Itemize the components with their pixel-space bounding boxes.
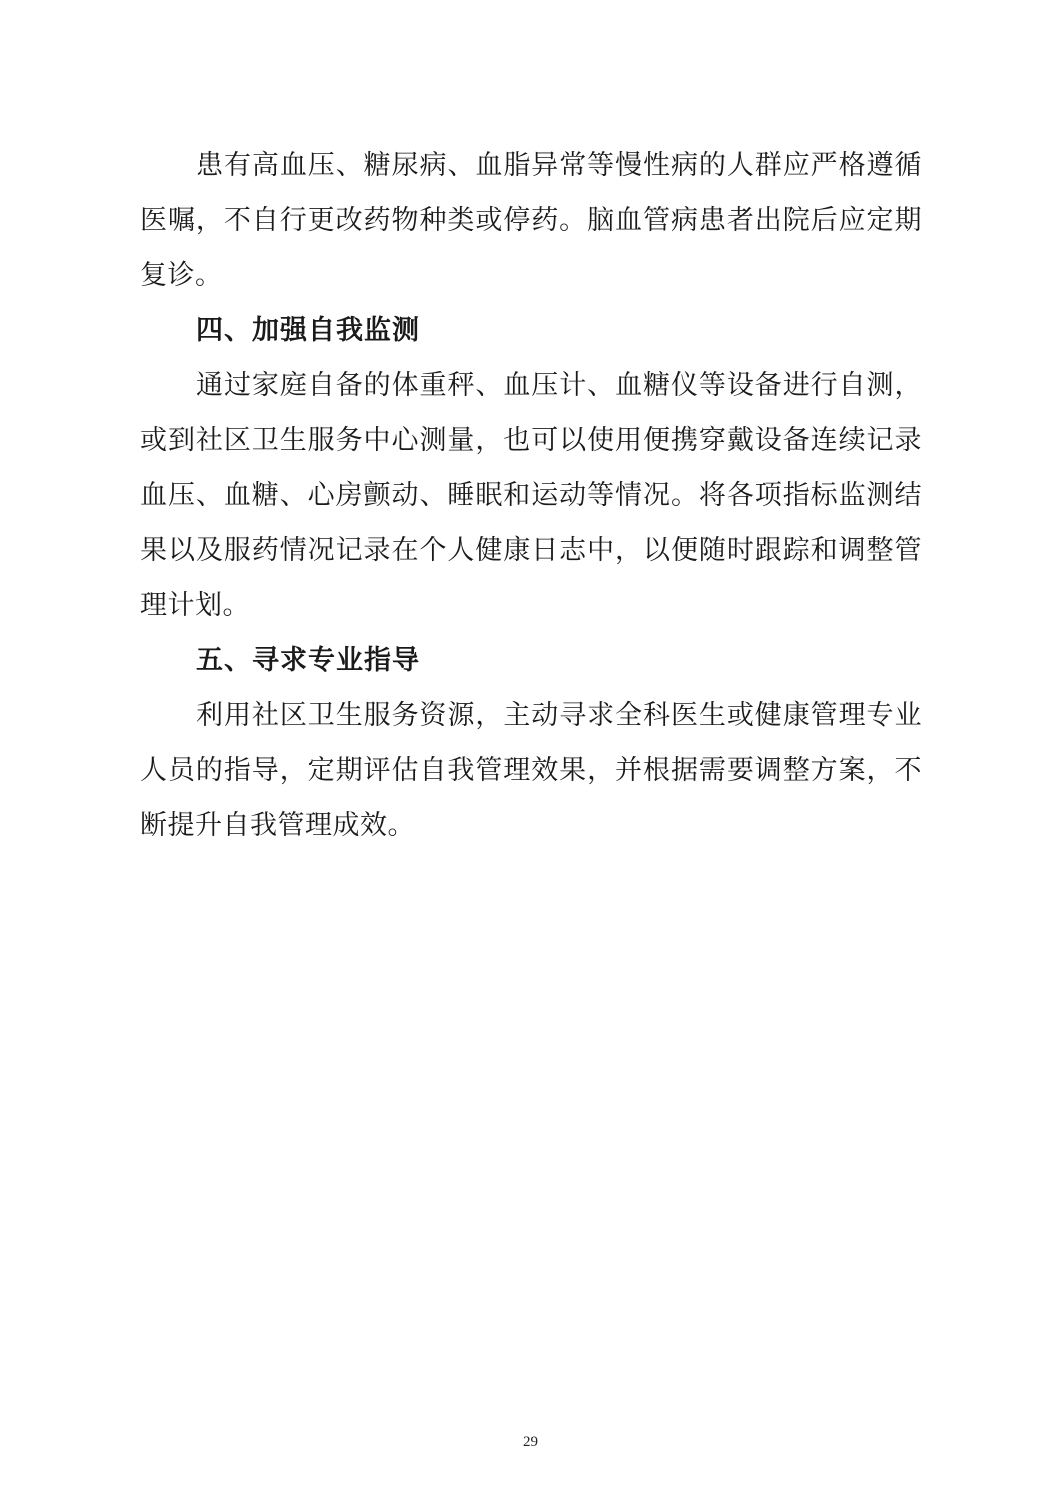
page-content bbox=[140, 138, 922, 853]
paragraph-self-monitoring: 通过家庭自备的体重秤、血压计、血糖仪等设备进行自测，或到社区卫生服务中心测量，也可以使用便携穿戴设备连续记录血压、血糖、心房颤动、睡眠和运动等情况。将各项指标监测结果以及服药情况记录在个人健康日志中，以便随时跟踪和调整管理计划。 bbox=[140, 370, 922, 621]
paragraph-professional-guidance: 利用社区卫生服务资源，主动寻求全科医生或健康管理专业人员的指导，定期评估自我管理效果，并根据需要调整方案，不断提升自我管理成效。 bbox=[140, 700, 922, 841]
heading-professional-guidance: 五、寻求专业指导 bbox=[196, 645, 420, 676]
paragraph-medication: 患有高血压、糖尿病、血脂异常等慢性病的人群应严格遵循医嘱，不自行更改药物种类或停药。脑血管病患者出院后应定期复诊。 bbox=[140, 150, 922, 291]
page-number: 29 bbox=[523, 1434, 538, 1450]
heading-self-monitoring: 四、加强自我监测 bbox=[196, 315, 420, 346]
